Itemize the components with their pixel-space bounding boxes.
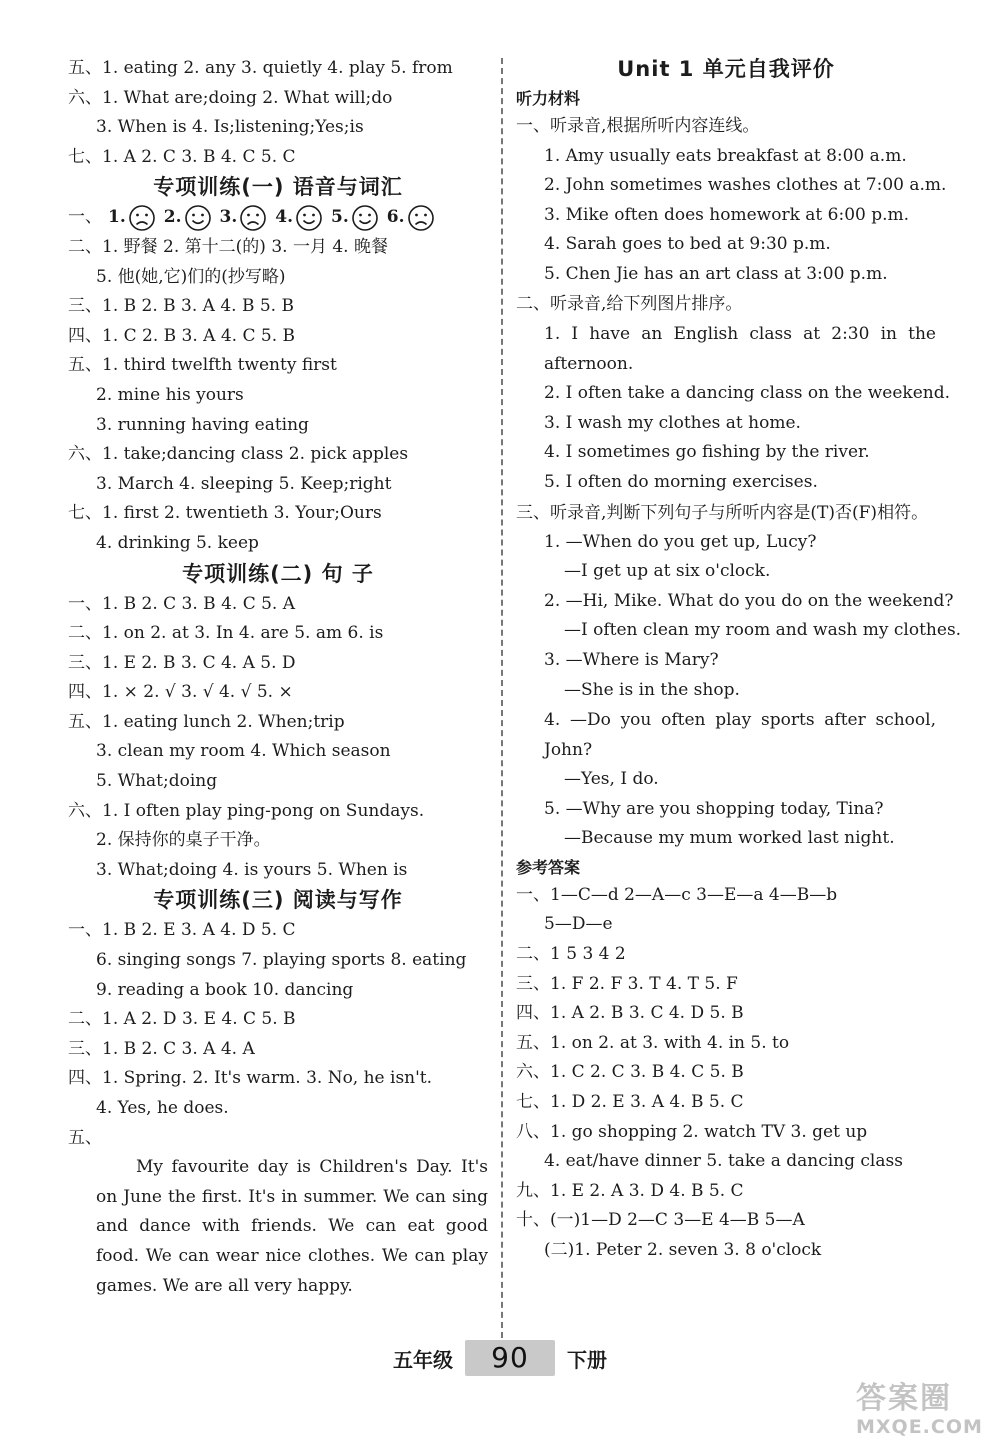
answer-line: 五、1. on 2. at 3. with 4. in 5. to [516,1032,790,1053]
script-line: —Yes, I do. [564,769,659,790]
question-title: 三、听录音,判断下列句子与所听内容是(T)否(F)相符。 [516,502,929,523]
answer-line: 九、1. E 2. A 3. D 4. B 5. C [516,1180,744,1201]
answer-line: 七、1. D 2. E 3. A 4. B 5. C [516,1092,744,1113]
script-line: 3. Mike often does homework at 6:00 p.m. [544,204,910,225]
face-number: 3. [219,207,238,228]
answer-line: 三、1. B 2. B 3. A 4. B 5. B [68,296,294,317]
answer-line: 2. mine his yours [96,384,244,405]
answer-line: 六、1. I often play ping-pong on Sundays. [68,800,425,821]
answer-line: 二、1. 野餐 2. 第十二(的) 3. 一月 4. 晚餐 [68,236,388,257]
answer-line: 3. running having eating [96,414,309,435]
script-line: 2. John sometimes washes clothes at 7:00 a.m. [544,175,947,196]
answer-line: 9. reading a book 10. dancing [96,979,354,1000]
sad-face-icon [128,204,156,232]
answer-line: 4. Yes, he does. [96,1098,229,1118]
answer-line: 七、1. A 2. C 3. B 4. C 5. C [68,146,296,167]
script-line: —I get up at six o'clock. [564,561,771,582]
answer-line: 五、1. third twelfth twenty first [68,355,337,376]
answer-line: 八、1. go shopping 2. watch TV 3. get up [516,1121,868,1142]
answer-line: 二、1. A 2. D 3. E 4. C 5. B [68,1009,296,1030]
answer-line: 一、1. B 2. E 3. A 4. D 5. C [68,920,296,941]
answer-line: 5. 他(她,它)们的(抄写略) [96,266,286,287]
happy-face-icon [184,204,212,232]
watermark-top: 答案圈 [856,1381,952,1416]
face-number: 1. [108,207,126,228]
script-line: 1. —When do you get up, Lucy? [544,531,817,552]
answer-line: 六、1. What are;doing 2. What will;do [68,87,393,108]
unit-title: Unit 1 单元自我评价 [617,57,835,81]
answer-line: 6. singing songs 7. playing sports 8. eating [96,950,467,971]
left-column [68,54,488,1301]
column-divider [501,58,503,1348]
answer-line: 3. What;doing 4. is yours 5. When is [96,859,408,880]
right-column [516,54,962,1266]
answer-line: 十、(一)1—D 2—C 3—E 4—B 5—A [516,1210,805,1231]
question-title: 一、听录音,根据所听内容连线。 [516,116,760,136]
face-number: 2. [163,207,182,228]
face-number: 4. [275,207,293,228]
section-heading: 专项训练(二) 句 子 [182,561,374,586]
answers-label: 参考答案 [516,857,581,877]
question-title: 二、听录音,给下列图片排序。 [516,293,743,314]
script-line: —She is in the shop. [564,679,740,700]
answer-line: 六、1. C 2. C 3. B 4. C 5. B [516,1062,744,1083]
answer-line: 三、1. E 2. B 3. C 4. A 5. D [68,652,296,673]
site-watermark [856,1382,982,1444]
faces-prefix: 一、 [68,207,102,228]
faces-line [68,203,488,233]
answer-line: 四、1. C 2. B 3. A 4. C 5. B [68,325,296,346]
script-line: 5. I often do morning exercises. [544,471,818,492]
answer-line: 五、 [68,1127,102,1148]
script-line: 3. —Where is Mary? [544,649,719,670]
answer-line: 五、1. eating lunch 2. When;trip [68,711,345,732]
answer-line: 5—D—e [544,914,613,935]
answer-line: 一、1. B 2. C 3. B 4. C 5. A [68,593,296,614]
script-line: 2. —Hi, Mike. What do you do on the weekend? [544,590,954,611]
answer-line: 六、1. take;dancing class 2. pick apples [68,444,409,465]
answer-line: 二、1. on 2. at 3. In 4. are 5. am 6. is [68,623,384,644]
sad-face-icon [407,204,435,232]
page-footer [0,1338,1000,1378]
script-line: 5. —Why are you shopping today, Tina? [544,798,884,819]
answer-line: 四、1. A 2. B 3. C 4. D 5. B [516,1003,744,1024]
script-line: 4. Sarah goes to bed at 9:30 p.m. [544,234,831,255]
answer-line: 3. When is 4. Is;listening;Yes;is [96,117,364,138]
answer-line: 二、1 5 3 4 2 [516,944,626,965]
script-line: —Because my mum worked last night. [564,828,895,849]
answer-line: 4. drinking 5. keep [96,532,259,553]
script-line: 3. I wash my clothes at home. [544,412,801,433]
answer-line: 2. 保持你的桌子干净。 [96,830,271,851]
grade-label: 五年级 [393,1347,453,1372]
script-line: —I often clean my room and wash my clothes. [564,620,962,641]
script-line: 1. I have an English class at 2:30 in the afternoon. [544,324,936,375]
answer-line: 3. clean my room 4. Which season [96,741,391,762]
essay-paragraph: My favourite day is Children's Day. It's on June the first. It's in summer. We can sing and dance with friends. We can eat good food. We can wear nice clothes. We can play games. We are all very happy. [96,1157,488,1296]
face-number: 5. [331,207,349,228]
script-line: 4. I sometimes go fishing by the river. [544,442,870,463]
sad-face-icon [239,204,267,232]
answer-line: 5. What;doing [96,771,218,792]
volume-label: 下册 [567,1347,607,1372]
listening-label: 听力材料 [516,89,581,108]
answer-line: 七、1. first 2. twentieth 3. Your;Ours [68,503,382,524]
answer-line: 四、1. × 2. √ 3. √ 4. √ 5. × [68,682,293,703]
script-line: 5. Chen Jie has an art class at 3:00 p.m. [544,263,888,284]
answer-line: 四、1. Spring. 2. It's warm. 3. No, he isn't. [68,1068,433,1089]
answer-line: (二)1. Peter 2. seven 3. 8 o'clock [544,1240,822,1260]
script-line: 1. Amy usually eats breakfast at 8:00 a.m. [544,145,907,166]
section-heading: 专项训练(一) 语音与词汇 [153,175,403,200]
happy-face-icon [295,204,323,232]
answer-line: 3. March 4. sleeping 5. Keep;right [96,473,392,494]
face-number: 6. [386,207,405,228]
script-line: 2. I often take a dancing class on the weekend. [544,383,950,404]
answer-line: 三、1. F 2. F 3. T 4. T 5. F [516,973,738,994]
answer-line: 一、1—C—d 2—A—c 3—E—a 4—B—b [516,884,838,905]
answer-line: 五、1. eating 2. any 3. quietly 4. play 5. from [68,58,453,78]
answer-line: 三、1. B 2. C 3. A 4. A [68,1038,255,1059]
page-number: 90 [465,1340,555,1376]
answer-line: 4. eat/have dinner 5. take a dancing class [544,1151,903,1172]
watermark-bottom: MXQE.COM [856,1416,983,1438]
section-heading: 专项训练(三) 阅读与写作 [153,888,403,913]
script-line: 4. —Do you often play sports after school, John? [544,710,936,761]
happy-face-icon [351,204,379,232]
